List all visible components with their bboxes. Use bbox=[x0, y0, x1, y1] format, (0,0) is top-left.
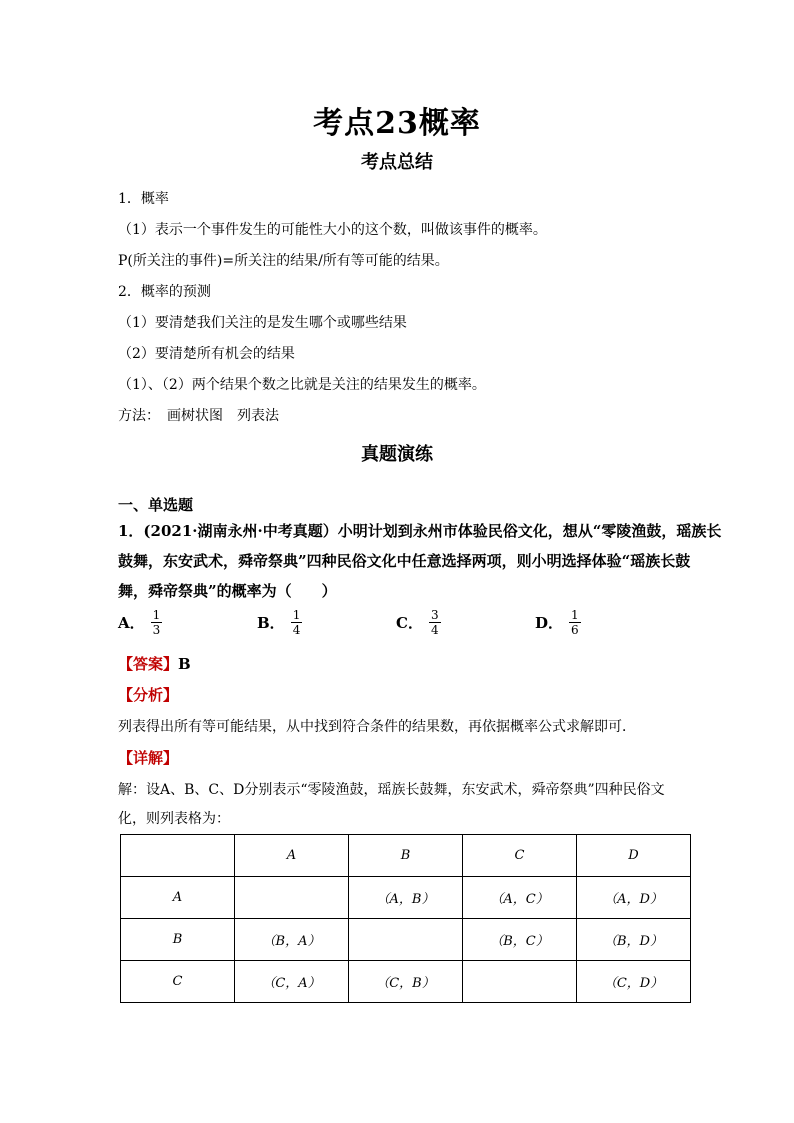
option-label: C． bbox=[396, 614, 423, 632]
summary-line: （1）、（2）两个结果个数之比就是关注的结果发生的概率。 bbox=[118, 377, 486, 393]
analysis-text: 列表得出所有等可能结果，从中找到符合条件的结果数，再依据概率公式求解即可． bbox=[118, 719, 636, 735]
option-label: A． bbox=[118, 614, 145, 632]
fraction bbox=[151, 608, 163, 637]
table-cell bbox=[349, 919, 463, 961]
table-cell: B bbox=[349, 835, 463, 877]
table-row bbox=[121, 919, 691, 961]
table-cell: （B，D） bbox=[577, 919, 691, 961]
fraction bbox=[291, 608, 303, 637]
table-cell: （C，B） bbox=[349, 961, 463, 1003]
section-heading-summary: 考点总结 bbox=[361, 152, 433, 173]
table-cell: B bbox=[121, 919, 235, 961]
detail-line: 解：设A、B、C、D分别表示“零陵渔鼓，瑶族长鼓舞，东安武术，舜帝祭典”四种民俗文 bbox=[118, 782, 665, 798]
option-b bbox=[257, 608, 302, 637]
section-heading-practice: 真题演练 bbox=[361, 444, 433, 465]
detail-line: 化，则列表格为： bbox=[118, 811, 230, 827]
option-a bbox=[118, 608, 162, 637]
table-row bbox=[121, 877, 691, 919]
table-cell: （B，A） bbox=[235, 919, 349, 961]
table-cell: （C，D） bbox=[577, 961, 691, 1003]
fraction-numerator: 3 bbox=[430, 608, 439, 622]
table-cell: D bbox=[577, 835, 691, 877]
summary-line: 方法： 画树状图 列表法 bbox=[118, 408, 279, 424]
option-c bbox=[396, 608, 441, 637]
summary-line: （1）要清楚我们关注的是发生哪个或哪些结果 bbox=[118, 315, 407, 331]
summary-line: （2）要清楚所有机会的结果 bbox=[118, 346, 295, 362]
probability-table bbox=[120, 834, 691, 1003]
fraction-denominator: 6 bbox=[571, 623, 579, 637]
table-cell bbox=[463, 961, 577, 1003]
answer-value: B bbox=[178, 655, 191, 673]
page-title: 考点23概率 bbox=[313, 106, 481, 141]
fraction-numerator: 1 bbox=[571, 608, 579, 622]
table-cell: （B，C） bbox=[463, 919, 577, 961]
summary-line: 1．概率 bbox=[118, 191, 169, 207]
table-cell bbox=[121, 835, 235, 877]
table-cell: （A，D） bbox=[577, 877, 691, 919]
fraction-numerator: 1 bbox=[152, 608, 161, 622]
table-cell: （A，B） bbox=[349, 877, 463, 919]
analysis-tag: 【分析】 bbox=[118, 686, 179, 704]
fraction bbox=[569, 608, 581, 637]
table-cell: （C，A） bbox=[235, 961, 349, 1003]
table-cell: （A，C） bbox=[463, 877, 577, 919]
summary-line: （1）表示一个事件发生的可能性大小的这个数，叫做该事件的概率。 bbox=[118, 222, 547, 238]
fraction-denominator: 4 bbox=[430, 623, 439, 637]
answer-row bbox=[118, 653, 191, 674]
summary-line: 2．概率的预测 bbox=[118, 284, 211, 300]
table-row bbox=[121, 835, 691, 877]
table-cell bbox=[235, 877, 349, 919]
fraction bbox=[429, 608, 441, 637]
question-category: 一、单选题 bbox=[118, 496, 194, 514]
question-line: 舞，舜帝祭典”的概率为（ ） bbox=[118, 582, 337, 600]
option-label: D． bbox=[535, 614, 564, 632]
fraction-numerator: 1 bbox=[292, 608, 301, 622]
option-label: B． bbox=[257, 614, 285, 632]
summary-line: P(所关注的事件)=所关注的结果/所有等可能的结果。 bbox=[118, 253, 449, 269]
table-cell: A bbox=[235, 835, 349, 877]
question-line: 鼓舞，东安武术，舜帝祭典”四种民俗文化中任意选择两项，则小明选择体验“瑶族长鼓 bbox=[118, 552, 691, 570]
table-cell: A bbox=[121, 877, 235, 919]
table-row bbox=[121, 961, 691, 1003]
table-cell: C bbox=[121, 961, 235, 1003]
answer-tag: 【答案】 bbox=[118, 655, 179, 673]
fraction-denominator: 4 bbox=[292, 623, 301, 637]
detail-tag: 【详解】 bbox=[118, 749, 179, 767]
fraction-denominator: 3 bbox=[152, 623, 161, 637]
table-cell: C bbox=[463, 835, 577, 877]
question-line: 1．(2021·湖南永州·中考真题）小明计划到永州市体验民俗文化，想从“零陵渔鼓，瑶族长 bbox=[118, 522, 722, 540]
option-d bbox=[535, 608, 581, 637]
